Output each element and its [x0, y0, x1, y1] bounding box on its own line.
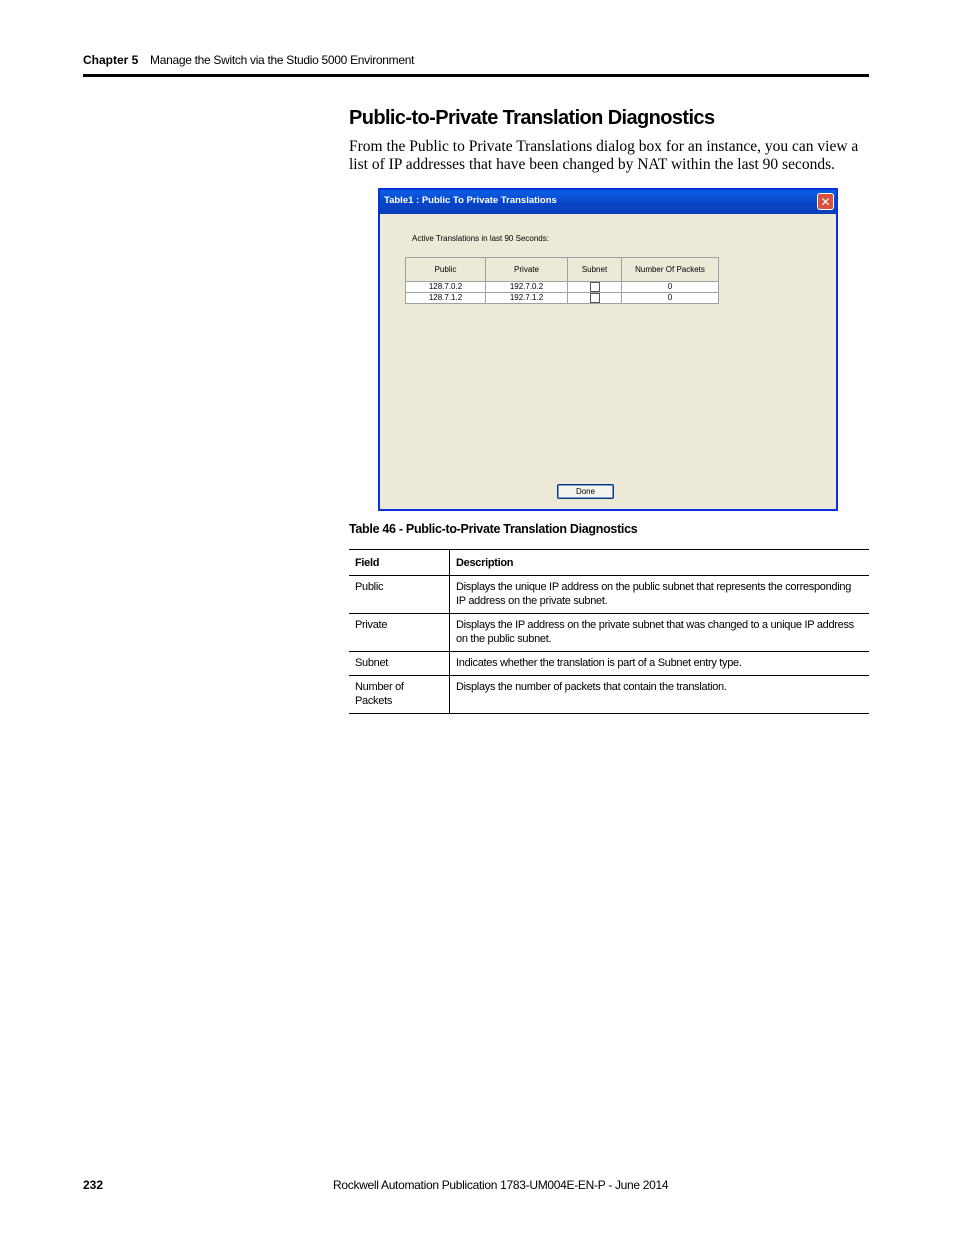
table-row: [349, 652, 869, 676]
page-number: 232: [83, 1178, 104, 1192]
col-private[interactable]: Private: [486, 258, 568, 282]
dialog-titlebar: [380, 190, 836, 214]
col-packets[interactable]: Number Of Packets: [622, 258, 719, 282]
field-cell: Public: [349, 576, 450, 614]
field-cell: Number of Packets: [349, 676, 450, 714]
description-cell: Displays the IP address on the private subnet that was changed to a unique IP address on the public subnet.: [450, 614, 870, 652]
grid-row[interactable]: [406, 293, 719, 304]
field-cell: Private: [349, 614, 450, 652]
field-description-table: [349, 549, 869, 714]
dialog-title: Table1 : Public To Private Translations: [384, 195, 557, 206]
header-rule: [83, 74, 869, 77]
table-caption: Table 46 - Public-to-Private Translation Diagnostics: [349, 522, 638, 536]
active-translations-label: Active Translations in last 90 Seconds:: [412, 234, 549, 243]
col-public[interactable]: Public: [406, 258, 486, 282]
done-button[interactable]: Done: [557, 484, 614, 499]
table-row: [349, 576, 869, 614]
header-field: Field: [349, 550, 450, 576]
publication-info: Rockwell Automation Publication 1783-UM004E-EN-P - June 2014: [333, 1178, 669, 1192]
translations-grid: [405, 257, 719, 304]
packets-cell: 0: [622, 282, 719, 293]
public-cell: 128.7.1.2: [406, 293, 486, 304]
packets-cell: 0: [622, 293, 719, 304]
grid-row[interactable]: [406, 282, 719, 293]
table-row: [349, 614, 869, 652]
section-title: Public-to-Private Translation Diagnostics: [349, 107, 715, 129]
private-cell: 192.7.1.2: [486, 293, 568, 304]
translations-dialog: [378, 188, 838, 511]
field-cell: Subnet: [349, 652, 450, 676]
close-icon[interactable]: ✕: [817, 193, 834, 210]
chapter-label: Chapter 5: [83, 53, 139, 67]
table-row: [349, 676, 869, 714]
description-cell: Indicates whether the translation is part of a Subnet entry type.: [450, 652, 870, 676]
subnet-cell: [568, 282, 622, 293]
subnet-checkbox[interactable]: [590, 282, 600, 292]
description-cell: Displays the number of packets that contain the translation.: [450, 676, 870, 714]
chapter-title: Manage the Switch via the Studio 5000 Environment: [150, 53, 415, 67]
col-subnet[interactable]: Subnet: [568, 258, 622, 282]
subnet-cell: [568, 293, 622, 304]
public-cell: 128.7.0.2: [406, 282, 486, 293]
description-cell: Displays the unique IP address on the public subnet that represents the corresponding IP address on the private subnet.: [450, 576, 870, 614]
intro-paragraph: From the Public to Private Translations dialog box for an instance, you can view a list of IP addresses that have been changed by NAT within the last 90 seconds.: [349, 138, 859, 173]
header-description: Description: [450, 550, 870, 576]
subnet-checkbox[interactable]: [590, 293, 600, 303]
private-cell: 192.7.0.2: [486, 282, 568, 293]
